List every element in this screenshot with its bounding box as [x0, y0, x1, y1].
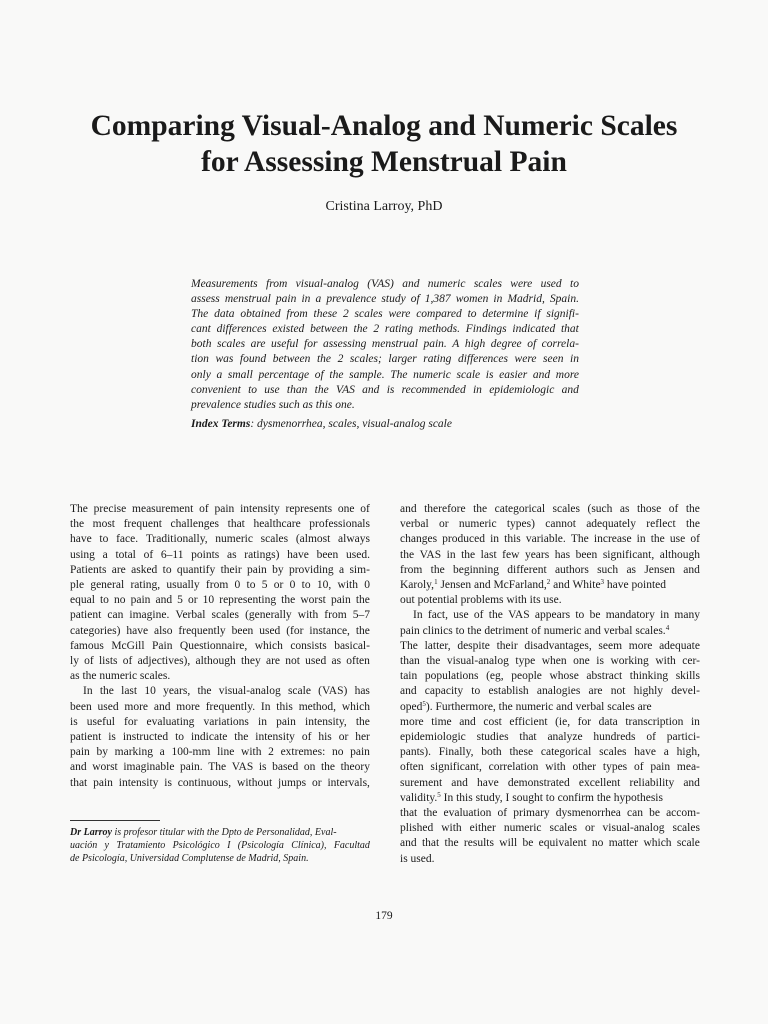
body-text: Jensen and McFarland,	[437, 579, 547, 592]
body-line: verbal or numeric types) cannot adequately reflect the	[400, 518, 700, 531]
body-line: more time and cost efficient (ie, for data transcription in	[400, 715, 700, 728]
right-column	[400, 502, 700, 867]
body-line	[400, 624, 700, 639]
body-line: is useful for evaluating variations in pain intensity, the	[70, 715, 370, 728]
body-line: have to face. Traditionally, numeric scales (almost always	[70, 533, 370, 546]
body-line: In fact, use of the VAS appears to be mandatory in many	[413, 609, 700, 622]
index-terms	[191, 417, 579, 432]
body-line: pain by marking a 100-mm line with 2 extremes: no pain	[70, 746, 370, 759]
index-terms-label: Index Terms	[191, 417, 251, 430]
body-text: have pointed	[604, 579, 666, 592]
body-line: using a total of 6–11 points as ratings) have been used.	[70, 548, 370, 561]
index-terms-list: : dysmenorrhea, scales, visual-analog scale	[250, 417, 452, 430]
body-line: that the evaluation of primary dysmenorrhea can be accom-	[400, 807, 700, 820]
footnote-divider	[70, 820, 160, 821]
footnote-line: de Psicología, Universidad Complutense de Madrid, Spain.	[70, 853, 309, 864]
footnote-text: is profesor titular with the Dpto de Personalidad, Eval-	[111, 827, 337, 838]
body-line: Patients are asked to quantify their pain by providing a sim-	[70, 563, 370, 576]
title-line-1: Comparing Visual-Analog and Numeric Scales	[90, 110, 678, 142]
body-line: In the last 10 years, the visual-analog scale (VAS) has	[83, 685, 370, 698]
body-line: The latter, despite their disadvantages, seem more adequate	[400, 639, 700, 652]
author-affiliation-footnote	[70, 826, 370, 865]
footnote-line	[70, 826, 370, 839]
abstract-line: both scales are useful for assessing menstrual pain. A high degree of correla-	[191, 338, 579, 351]
body-line	[400, 578, 700, 593]
citation-ref: 2	[546, 578, 551, 587]
body-text: Karoly,	[400, 579, 435, 592]
body-line: epidemiologic studies that analyze hundreds of partici-	[400, 731, 700, 744]
footnote-line: uación y Tratamiento Psicológico I (Psicología Clínica), Facultad	[70, 840, 370, 851]
abstract	[191, 277, 579, 432]
abstract-line: The data obtained from these 2 scales were compared to determine if signifi-	[191, 308, 579, 321]
body-line: been used more and more frequently. In this method, which	[70, 700, 370, 713]
body-line: and therefore the categorical scales (such as those of the	[400, 503, 700, 515]
body-line: often significant, correlation with other types of pain mea-	[400, 761, 700, 774]
body-line: from the beginning different authors such as Jensen and	[400, 563, 700, 576]
abstract-line: prevalence studies such as this one.	[191, 398, 355, 411]
body-line: tain populations (eg, people whose abstract thinking skills	[400, 670, 700, 683]
body-text: In this study, I sought to confirm the hypothesis	[440, 791, 663, 804]
body-line: the most frequent challenges that healthcare professionals	[70, 518, 370, 531]
body-line: pants). Finally, both these categorical scales have a high,	[400, 746, 700, 759]
abstract-line: convenient to use than the VAS and is recommended in epidemiologic and	[191, 383, 579, 396]
body-line: changes produced in this variable. The increase in the use of	[400, 533, 700, 546]
body-line: The precise measurement of pain intensity represents one of	[70, 503, 370, 515]
body-text: validity.	[400, 791, 438, 804]
body-text: ). Furthermore, the numeric and verbal scales are	[425, 700, 652, 713]
body-line: categories) have also frequently been used (for instance, the	[70, 624, 370, 637]
body-line: as the numeric scales.	[70, 670, 171, 683]
citation-ref: 5	[422, 699, 426, 708]
abstract-line: tion was found between the 2 scales; larger rating differences were seen in	[191, 353, 579, 366]
abstract-line: cant differences existed between the 2 rating methods. Findings indicated that	[191, 323, 579, 336]
body-text: oped	[400, 700, 423, 713]
body-line: equal to no pain and 5 or 10 representing the worst pain the	[70, 594, 370, 607]
page-number: 179	[375, 910, 393, 922]
body-line: is used.	[400, 852, 435, 865]
body-line: and capacity to establish analogies are not highly devel-	[400, 685, 700, 698]
citation-ref: 3	[600, 578, 605, 587]
abstract-line: assess menstrual pain in a prevalence study of 1,387 women in Madrid, Spain.	[191, 293, 579, 306]
body-line	[400, 700, 700, 715]
citation-ref: 1	[434, 578, 438, 587]
abstract-line: only a small percentage of the sample. The numeric scale is easier and more	[191, 368, 579, 381]
body-line	[400, 791, 700, 806]
citation-ref: 4	[665, 623, 670, 632]
article-title	[40, 108, 728, 180]
body-line: that pain intensity is continuous, without jumps or intervals,	[70, 776, 370, 789]
footnote-author-name: Dr Larroy	[70, 827, 112, 838]
left-column	[70, 502, 370, 791]
body-line: the VAS in the last few years has been significant, although	[400, 548, 700, 561]
body-line: and that the results will be equivalent no matter which scale	[400, 837, 700, 850]
body-text: pain clinics to the detriment of numeric and verbal scales.	[400, 624, 666, 637]
body-line: out potential problems with its use.	[400, 594, 562, 607]
body-line: plished with either numeric scales or visual-analog scales	[400, 822, 700, 835]
body-line: and worst imaginable pain. The VAS is based on the theory	[70, 761, 370, 774]
body-line: than the visual-analog type when one is working with cer-	[400, 655, 700, 668]
body-line: ly of lists of adjectives), although they are not used as often	[70, 655, 370, 668]
body-line: patient is instructed to indicate the intensity of his or her	[70, 731, 370, 744]
body-line: famous McGill Pain Questionnaire, which consists basical-	[70, 639, 370, 652]
citation-ref: 5	[437, 790, 441, 799]
author-name: Cristina Larroy, PhD	[325, 199, 443, 214]
title-line-2: for Assessing Menstrual Pain	[201, 146, 567, 178]
body-line: ple general rating, usually from 0 to 5 or 0 to 10, with 0	[70, 579, 370, 592]
body-line: surement and have demonstrated excellent reliability and	[400, 776, 700, 789]
body-text: and White	[550, 579, 601, 592]
body-line: patient can imagine. Verbal scales (generally with from 5–7	[70, 609, 370, 622]
abstract-line: Measurements from visual-analog (VAS) and numeric scales were used to	[191, 278, 579, 290]
